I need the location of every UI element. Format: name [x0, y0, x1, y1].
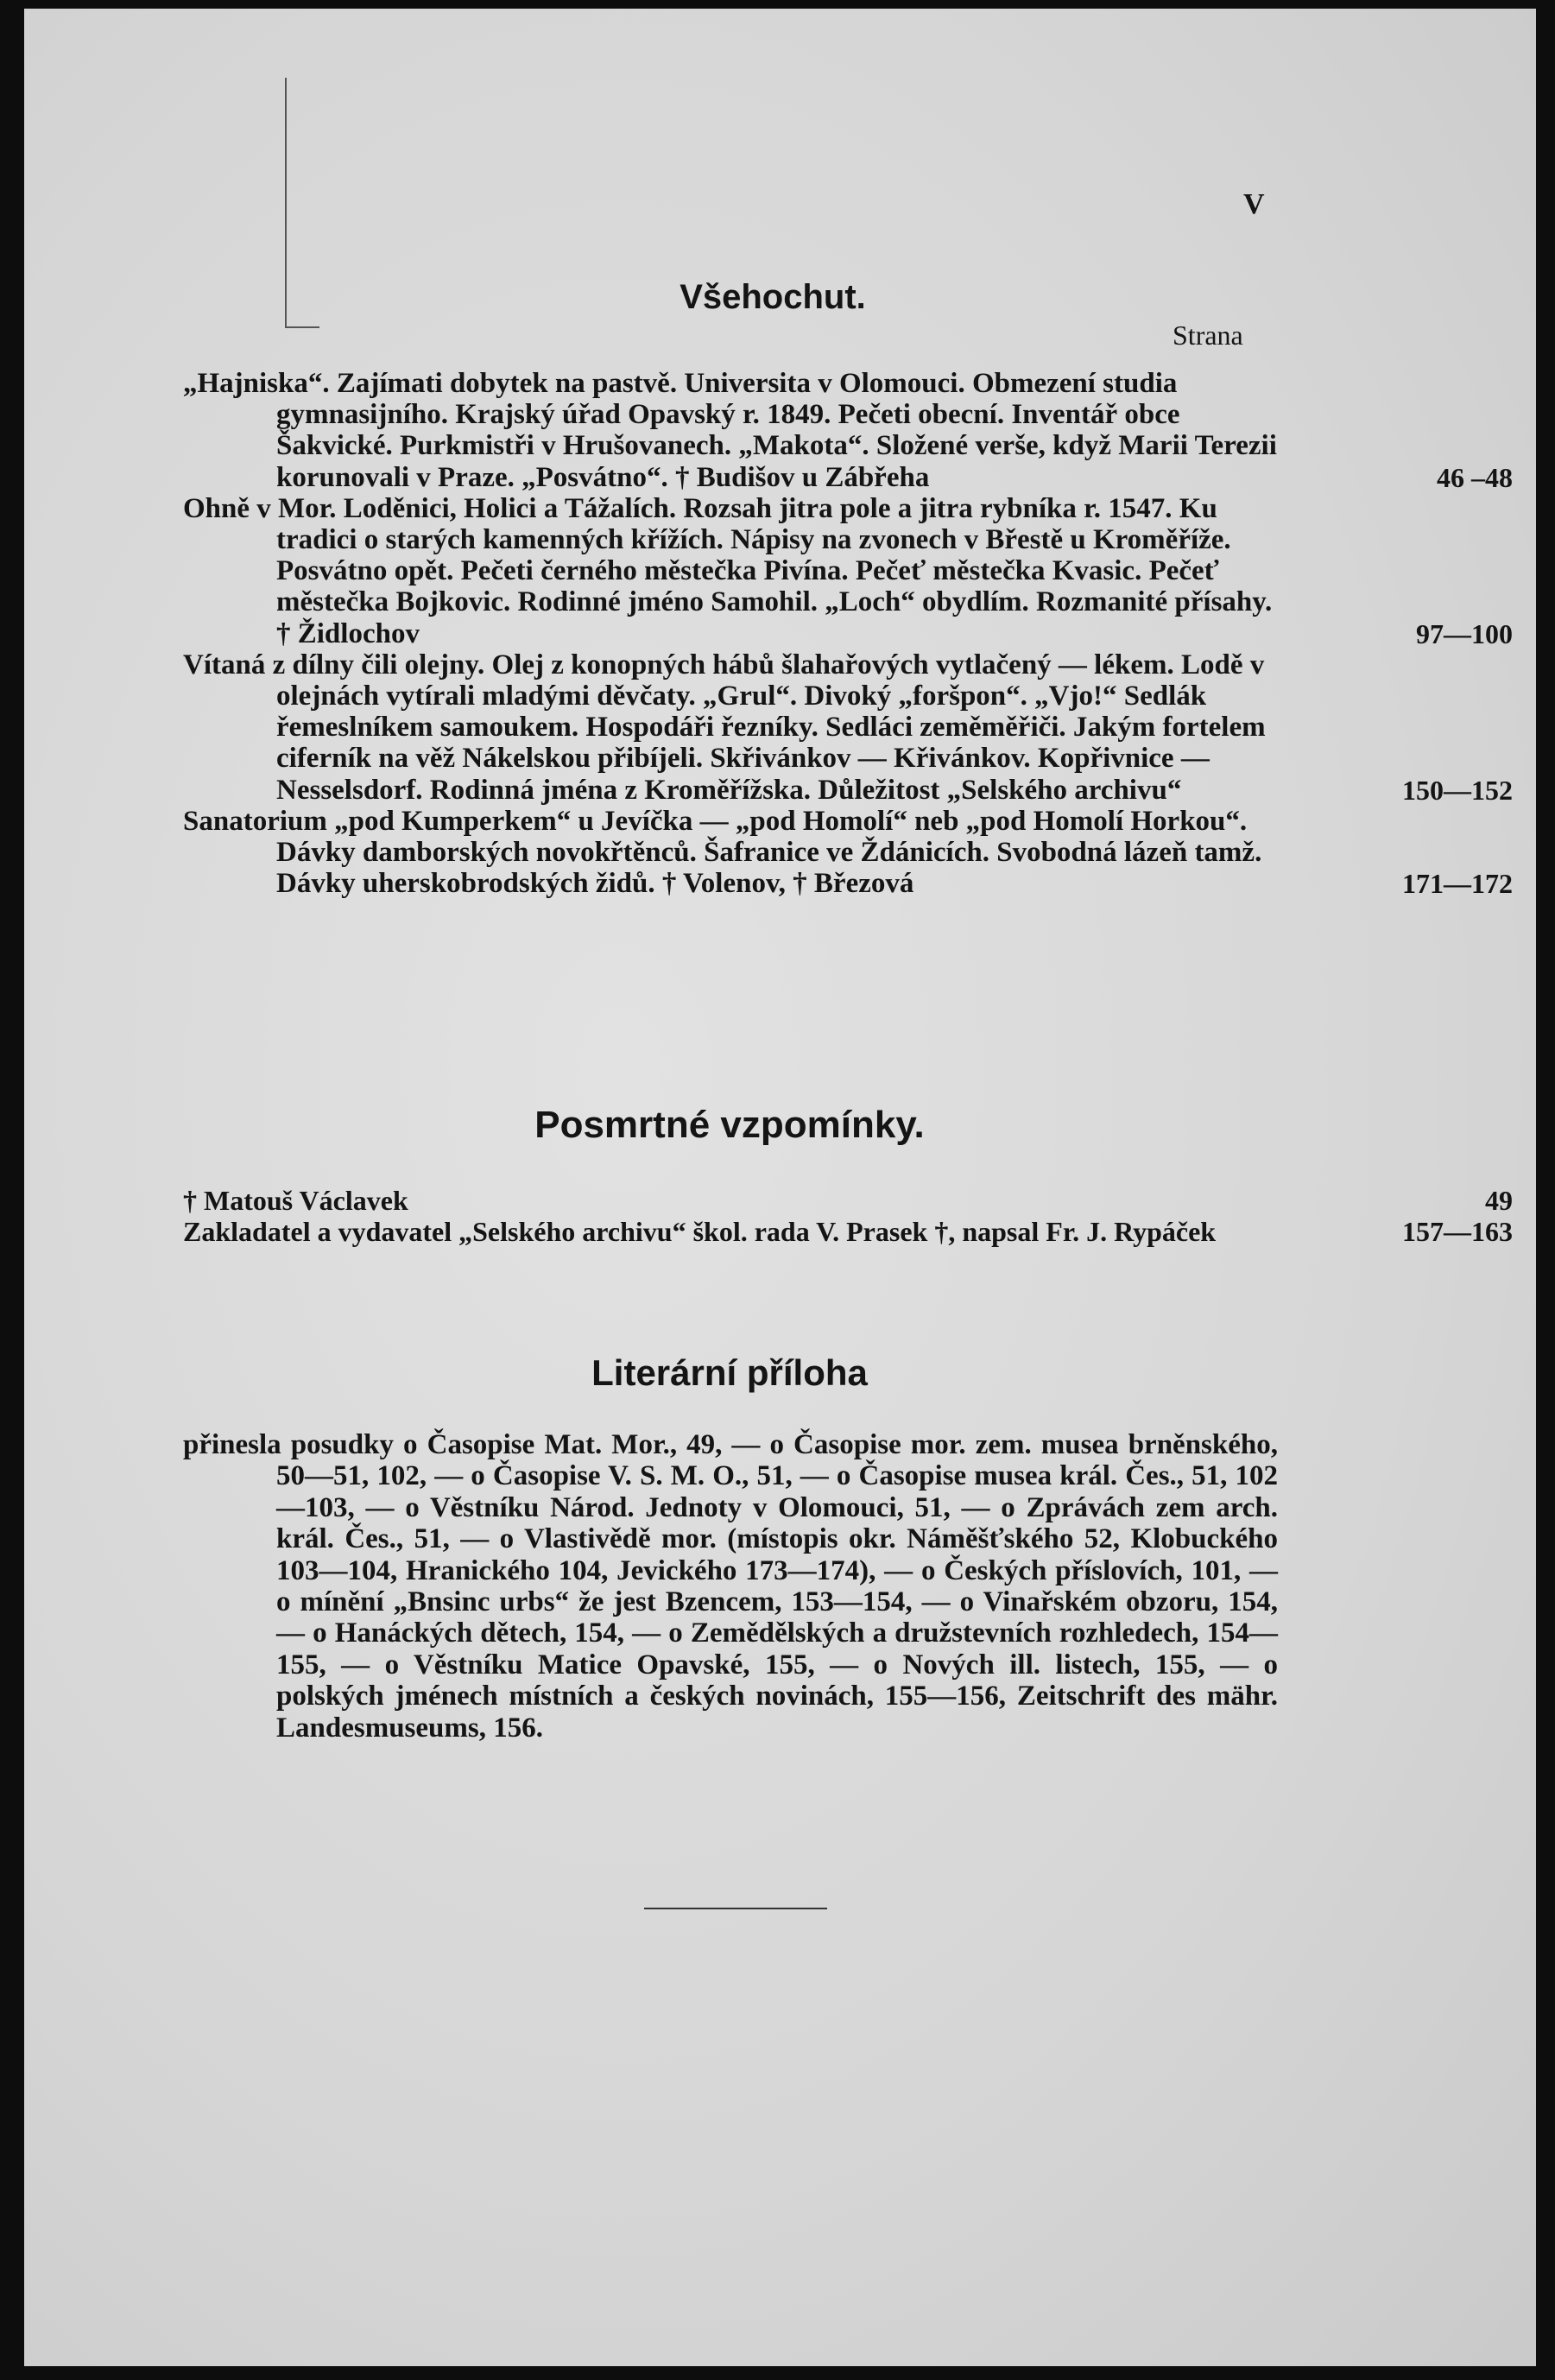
- toc-entry-text: Vítaná z dílny čili olejny. Olej z konopných hábů šlahařových vytlačený — lékem. Lodě v olejnách vytírali mladými děvčaty. „Grul“. Divoký „foršpon“. „Vjo!“ Sedlák řemeslníkem samoukem. Hospodáři řezníky. Sedláci zeměměřiči. Jakým fortelem ciferník na věž Nákelskou přibíjeli. Skřivánkov — Křivánkov. Kopřivnice — Nesselsdorf. Rodinná jména z Kroměřížska. Důležitost „Selského archivu“: [183, 649, 1266, 806]
- toc-entry-pages: 46 –48: [1437, 461, 1513, 493]
- toc-entry: [183, 649, 1513, 806]
- page-column-label: Strana: [1173, 320, 1243, 351]
- closing-rule: [644, 1908, 827, 1909]
- scan-edge-bottom: [0, 2366, 1555, 2380]
- literarni-paragraph: [183, 1429, 1278, 1744]
- literarni-text: přinesla posudky o Časopise Mat. Mor., 49, — o Časopise mor. zem. musea brněnského, 50—51, 102, — o Časopise V. S. M. O., 51, — o Časopise musea král. Čes., 51, 102—103, — o Věstníku Národ. Jednoty v Olomouci, 51, — o Zprávách zem arch. král. Čes., 51, — o Vlastivědě mor. (místopis okr. Náměšťského 52, Klobuckého 103—104, Hranického 104, Jevického 173—174), — o Českých příslovích, 101, — o mínění „Bnsinc urbs“ že jest Bzencem, 153—154, — o Vinařském obzoru, 154, — o Hanáckých dětech, 154, — o Zemědělských a družstevních rozhledech, 154—155, — o Věstníku Matice Opavské, 155, — o Nových ill. listech, 155, — o polských jménech místních a českých novinách, 155—156, Zeitschrift des mähr. Landesmuseums, 156.: [183, 1429, 1278, 1744]
- section-title-vsehochut: Všehochut.: [680, 278, 866, 316]
- scan-artifact-tick: [285, 326, 319, 328]
- scan-edge-top: [0, 0, 1555, 9]
- toc-entry: [183, 1216, 1513, 1248]
- toc-entry: [183, 492, 1513, 649]
- toc-entry-pages: 171—172: [1402, 868, 1513, 900]
- toc-entry-text: Sanatorium „pod Kumperkem“ u Jevíčka — „pod Homolí“ neb „pod Homolí Horkou“. Dávky damborských novokřtěnců. Šafranice ve Ždánicích. Svobodná lázeň tamž. Dávky uherskobrodských židů. † Volenov, † Březová: [183, 805, 1262, 900]
- toc-entry: [183, 368, 1513, 493]
- section-title-posmrtne: Posmrtné vzpomínky.: [534, 1104, 925, 1146]
- scan-edge-right: [1536, 0, 1555, 2380]
- posmrtne-entries: [183, 1185, 1513, 1248]
- toc-entry-pages: 49: [1485, 1185, 1513, 1216]
- toc-entry-text: Zakladatel a vydavatel „Selského archivu“ škol. rada V. Prasek †, napsal Fr. J. Rypáček: [183, 1216, 1217, 1248]
- section-title-literarni: Literární příloha: [591, 1352, 868, 1393]
- toc-entry-text: † Matouš Václavek: [183, 1185, 408, 1216]
- toc-entry-text: „Hajniska“. Zajímati dobytek na pastvě. Universita v Olomouci. Obmezení studia gymnasijního. Krajský úřad Opavský r. 1849. Pečeti obecní. Inventář obce Šakvické. Purkmistři v Hrušovanech. „Makota“. Složené verše, když Marii Terezii korunovali v Praze. „Posvátno“. † Budišov u Zábřeha: [183, 368, 1277, 493]
- toc-entry-pages: 157—163: [1402, 1216, 1513, 1248]
- page-number-roman: V: [1243, 188, 1265, 220]
- toc-entry: [183, 1185, 1513, 1216]
- scan-edge-left: [0, 0, 24, 2380]
- toc-entry-text: Ohně v Mor. Loděnici, Holici a Tážalích. Rozsah jitra pole a jitra rybníka r. 1547. Ku tradici o starých kamenných křížích. Nápisy na zvonech v Břestě u Kroměříže. Posvátno opět. Pečeti černého městečka Pivína. Pečeť městečka Kvasic. Pečeť městečka Bojkovic. Rodinné jméno Samohil. „Loch“ obydlím. Rozmanité přísahy. † Židlochov: [183, 492, 1273, 649]
- toc-entry: [183, 805, 1513, 900]
- vsehochut-entries: [183, 368, 1513, 900]
- toc-entry-pages: 97—100: [1416, 617, 1513, 649]
- toc-entry-pages: 150—152: [1402, 774, 1513, 806]
